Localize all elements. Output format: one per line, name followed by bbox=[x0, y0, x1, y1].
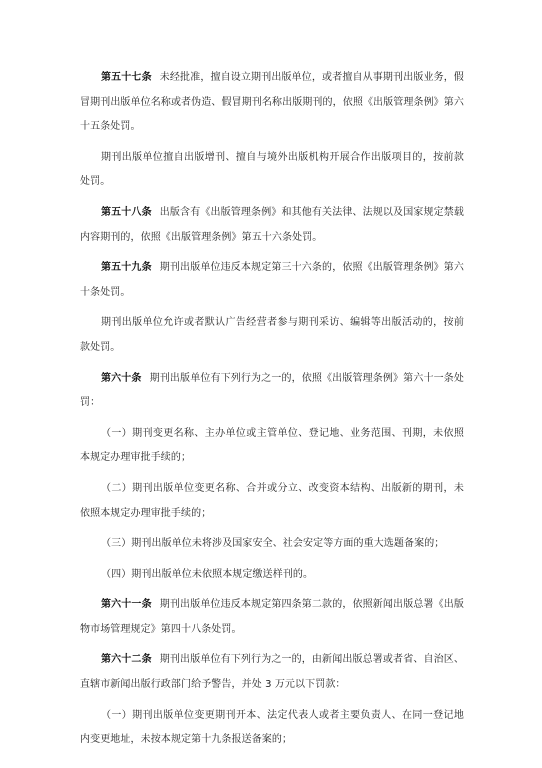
paragraph bbox=[80, 477, 464, 526]
paragraph-text: 未经批准，擅自设立期刊出版单位，或者擅自从事期刊出版业务，假冒期刊出版单位名称或者伪造、假冒期刊名称出版期刊的，依照《出版管理条例》第六十五条处罚。 bbox=[80, 72, 465, 133]
article-number: 第五十九条 bbox=[101, 262, 152, 274]
paragraph-text: （一）期刊出版单位变更期刊开本、法定代表人或者主要负责人、在同一登记地内变更地址，未按本规定第十九条报送备案的； bbox=[80, 709, 464, 746]
paragraph bbox=[80, 563, 464, 588]
article-number: 第六十一条 bbox=[101, 599, 152, 611]
paragraph bbox=[80, 201, 464, 250]
paragraph bbox=[80, 648, 464, 697]
paragraph-text: 期刊出版单位擅自出版增刊、擅自与境外出版机构开展合作出版项目的，按前款处罚。 bbox=[80, 151, 464, 188]
paragraph bbox=[80, 704, 464, 753]
paragraph bbox=[80, 532, 464, 557]
paragraph-text: （二）期刊出版单位变更名称、合并或分立、改变资本结构、出版新的期刊，未依照本规定办理审批手续的； bbox=[80, 482, 464, 519]
paragraph-text: （三）期刊出版单位未将涉及国家安全、社会安定等方面的重大选题备案的； bbox=[101, 538, 445, 550]
paragraph bbox=[80, 422, 464, 471]
paragraph-text: （四）期刊出版单位未依照本规定缴送样刊的。 bbox=[101, 568, 314, 580]
paragraph-text: （一）期刊变更名称、主办单位或主管单位、登记地、业务范围、刊期，未依照本规定办理审批手续的； bbox=[80, 427, 464, 464]
paragraph-text: 期刊出版单位允许或者默认广告经营者参与期刊采访、编辑等出版活动的，按前款处罚。 bbox=[80, 317, 464, 353]
article-number: 第五十七条 bbox=[101, 72, 152, 83]
paragraph bbox=[80, 367, 464, 416]
paragraph-text: 期刊出版单位违反本规定第三十六条的，依照《出版管理条例》第六十条处罚。 bbox=[80, 262, 465, 298]
paragraph bbox=[80, 311, 464, 360]
paragraph bbox=[80, 593, 464, 642]
paragraph bbox=[80, 146, 464, 195]
paragraph bbox=[80, 66, 464, 140]
article-number: 第六十条 bbox=[101, 372, 142, 384]
paragraph-text: 期刊出版单位有下列行为之一的，依照《出版管理条例》第六十一条处罚： bbox=[80, 372, 464, 409]
paragraph bbox=[80, 256, 464, 305]
article-number: 第六十二条 bbox=[101, 654, 152, 666]
paragraph-text: 期刊出版单位有下列行为之一的，由新闻出版总署或者省、自治区、直辖市新闻出版行政部门给予警告，并处 3 万元以下罚款： bbox=[80, 654, 465, 691]
article-number: 第五十八条 bbox=[101, 206, 152, 218]
paragraph-text: 出版含有《出版管理条例》和其他有关法律、法规以及国家规定禁载内容期刊的，依照《出版管理条例》第五十六条处罚。 bbox=[80, 206, 465, 243]
paragraph-text: 期刊出版单位违反本规定第四条第二款的，依照新闻出版总署《出版物市场管理规定》第四十八条处罚。 bbox=[80, 599, 465, 635]
